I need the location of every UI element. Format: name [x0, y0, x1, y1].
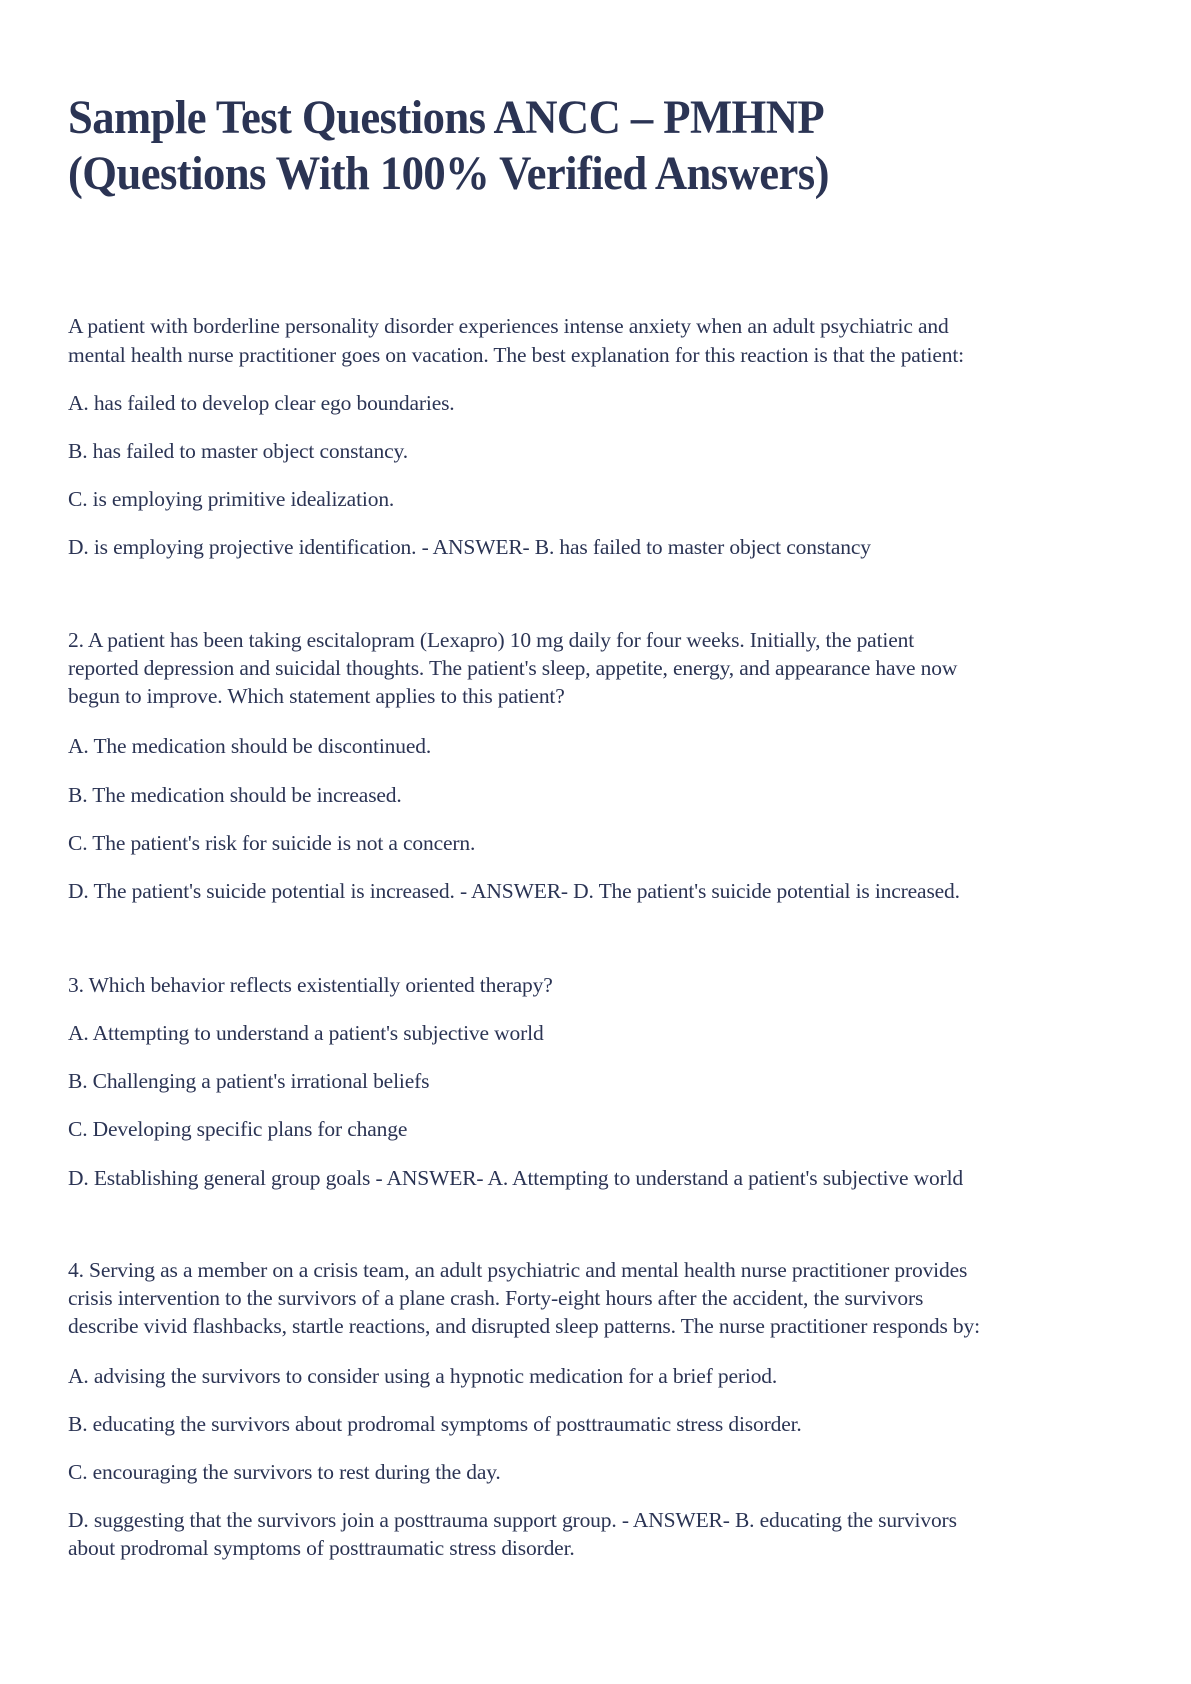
answer-option-d-with-answer: D. Establishing general group goals - ANSWER- A. Attempting to understand a patient's subjective world — [68, 1166, 964, 1190]
question-stem-line: describe vivid flashbacks, startle reactions, and disrupted sleep patterns. The nurse practitioner responds by: — [68, 1314, 980, 1338]
answer-option-c: C. is employing primitive idealization. — [68, 487, 395, 511]
answer-option-b: B. has failed to master object constancy. — [68, 439, 408, 463]
question-stem-line: A patient with borderline personality disorder experiences intense anxiety when an adult psychiatric and — [68, 314, 949, 338]
answer-option-c: C. Developing specific plans for change — [68, 1117, 408, 1141]
document-title — [68, 90, 829, 202]
answer-option-d-with-answer: D. The patient's suicide potential is increased. - ANSWER- D. The patient's suicide potential is increased. — [68, 879, 960, 903]
answer-option-c: C. encouraging the survivors to rest during the day. — [68, 1460, 501, 1484]
answer-option-b: B. educating the survivors about prodromal symptoms of posttraumatic stress disorder. — [68, 1412, 802, 1436]
question-stem-line: 4. Serving as a member on a crisis team, an adult psychiatric and mental health nurse practitioner provides — [68, 1258, 968, 1282]
title-line-1: Sample Test Questions ANCC – PMHNP — [68, 91, 825, 144]
answer-option-b: B. The medication should be increased. — [68, 783, 402, 807]
question-stem-line: begun to improve. Which statement applies to this patient? — [68, 684, 565, 708]
question-stem-line: mental health nurse practitioner goes on vacation. The best explanation for this reaction is that the patient: — [68, 343, 964, 367]
answer-option-d-continuation: about prodromal symptoms of posttraumatic stress disorder. — [68, 1536, 575, 1560]
question-stem-line: 2. A patient has been taking escitalopram (Lexapro) 10 mg daily for four weeks. Initially, the patient — [68, 628, 915, 652]
question-stem-line: crisis intervention to the survivors of a plane crash. Forty-eight hours after the accident, the survivors — [68, 1286, 924, 1310]
answer-option-a: A. advising the survivors to consider using a hypnotic medication for a brief period. — [68, 1364, 778, 1388]
question-stem-line: reported depression and suicidal thoughts. The patient's sleep, appetite, energy, and appearance have now — [68, 656, 958, 680]
answer-option-d-with-answer: D. suggesting that the survivors join a posttrauma support group. - ANSWER- B. educating the survivors — [68, 1508, 957, 1532]
answer-option-c: C. The patient's risk for suicide is not a concern. — [68, 831, 476, 855]
question-stem-line: 3. Which behavior reflects existentially oriented therapy? — [68, 973, 553, 997]
answer-option-a: A. The medication should be discontinued. — [68, 734, 432, 758]
answer-option-a: A. has failed to develop clear ego boundaries. — [68, 391, 455, 415]
answer-option-a: A. Attempting to understand a patient's subjective world — [68, 1021, 544, 1045]
answer-option-d-with-answer: D. is employing projective identification. - ANSWER- B. has failed to master object constancy — [68, 535, 871, 559]
answer-option-b: B. Challenging a patient's irrational beliefs — [68, 1069, 430, 1093]
title-line-2: (Questions With 100% Verified Answers) — [68, 147, 829, 200]
